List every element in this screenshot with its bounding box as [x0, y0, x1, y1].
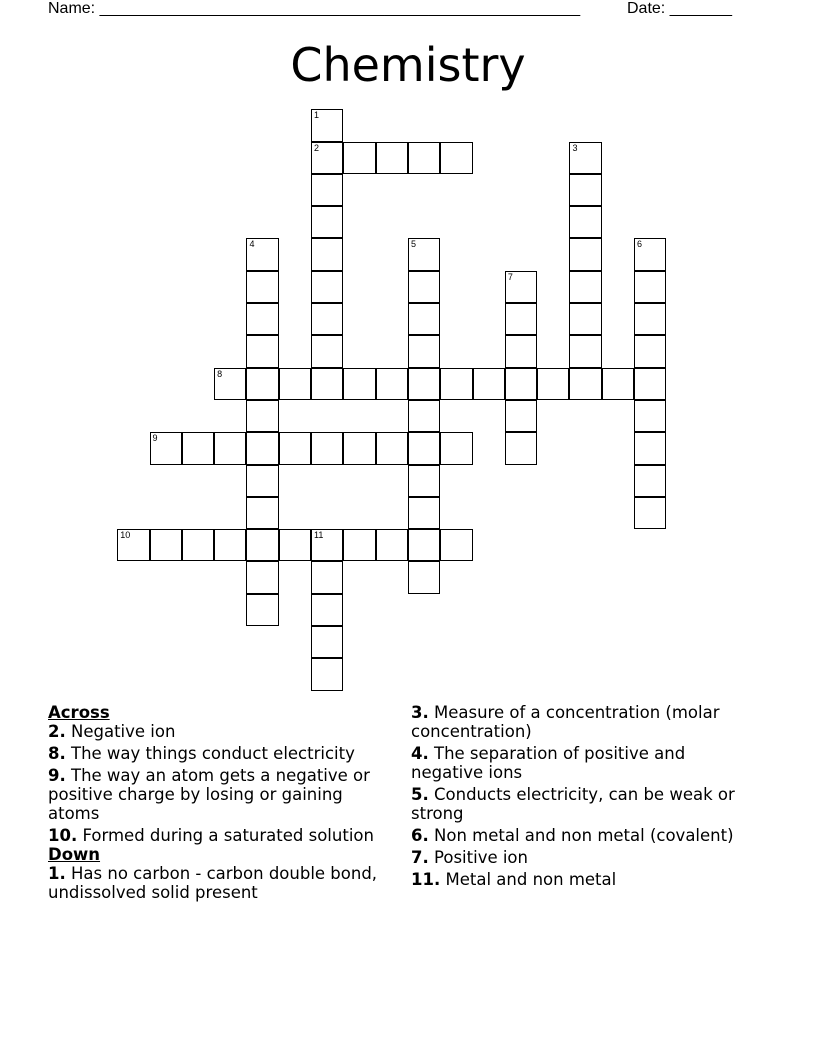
grid-cell[interactable]	[117, 529, 149, 561]
grid-cell[interactable]	[311, 432, 343, 464]
clue-down-6: 6. Non metal and non metal (covalent)	[411, 826, 734, 845]
clues-left	[48, 703, 398, 905]
grid-cell[interactable]	[634, 432, 666, 464]
grid-cell[interactable]	[311, 594, 343, 626]
grid-cell[interactable]	[408, 561, 440, 593]
grid-cell[interactable]	[311, 142, 343, 174]
grid-cell[interactable]	[246, 400, 278, 432]
clue-number: 9	[152, 433, 158, 444]
clue-number: 7	[507, 271, 513, 282]
grid-cell[interactable]	[246, 497, 278, 529]
clue-number: 1	[314, 110, 320, 121]
grid-cell[interactable]	[311, 561, 343, 593]
grid-cell[interactable]	[634, 271, 666, 303]
grid-cell[interactable]	[602, 368, 634, 400]
down-heading: Down	[48, 845, 101, 864]
clue-number: 11	[314, 530, 324, 541]
grid-cell[interactable]	[246, 432, 278, 464]
clue-number: 3	[572, 142, 578, 153]
grid-cell[interactable]	[408, 142, 440, 174]
across-heading: Across	[48, 703, 110, 722]
grid-cell[interactable]	[569, 271, 601, 303]
grid-cell[interactable]	[505, 335, 537, 367]
grid-cell[interactable]	[246, 594, 278, 626]
grid-cell[interactable]	[569, 238, 601, 270]
grid-cell[interactable]	[311, 368, 343, 400]
grid-cell[interactable]	[311, 174, 343, 206]
grid-cell[interactable]	[408, 238, 440, 270]
grid-cell[interactable]	[440, 529, 472, 561]
grid-cell[interactable]	[246, 465, 278, 497]
grid-cell[interactable]	[343, 142, 375, 174]
clue-across-2: 2. Negative ion	[48, 722, 176, 741]
grid-cell[interactable]	[440, 432, 472, 464]
grid-cell[interactable]	[408, 368, 440, 400]
page-title: Chemistry	[290, 38, 526, 92]
grid-cell[interactable]	[311, 271, 343, 303]
grid-cell[interactable]	[408, 303, 440, 335]
grid-cell[interactable]	[440, 368, 472, 400]
grid-cell[interactable]	[311, 238, 343, 270]
grid-cell[interactable]	[569, 174, 601, 206]
clue-across-10: 10. Formed during a saturated solution	[48, 826, 374, 845]
clue-down-11: 11. Metal and non metal	[411, 870, 617, 889]
grid-cell[interactable]	[246, 303, 278, 335]
grid-cell[interactable]	[376, 368, 408, 400]
clue-across-8: 8. The way things conduct electricity	[48, 744, 355, 763]
grid-cell[interactable]	[634, 303, 666, 335]
grid-cell[interactable]	[634, 238, 666, 270]
grid-cell[interactable]	[473, 368, 505, 400]
grid-cell[interactable]	[569, 206, 601, 238]
grid-cell[interactable]	[279, 368, 311, 400]
grid-cell[interactable]	[311, 529, 343, 561]
grid-cell[interactable]	[343, 368, 375, 400]
grid-cell[interactable]	[634, 400, 666, 432]
clue-down-4: 4. The separation of positive and negative ions	[411, 744, 686, 782]
grid-cell[interactable]	[214, 432, 246, 464]
grid-cell[interactable]	[246, 561, 278, 593]
clue-down-5: 5. Conducts electricity, can be weak or strong	[411, 785, 735, 823]
date-field[interactable]: Date: _______	[627, 0, 732, 17]
name-field[interactable]: Name: ______________________________________________________	[48, 0, 581, 17]
grid-cell[interactable]	[440, 142, 472, 174]
grid-cell[interactable]	[408, 497, 440, 529]
grid-cell[interactable]	[408, 432, 440, 464]
clue-down-3: 3. Measure of a concentration (molar concentration)	[411, 703, 720, 741]
grid-cell[interactable]	[376, 529, 408, 561]
grid-cell[interactable]	[537, 368, 569, 400]
grid-cell[interactable]	[150, 529, 182, 561]
grid-cell[interactable]	[634, 465, 666, 497]
grid-cell[interactable]	[634, 497, 666, 529]
clues-right	[411, 703, 761, 892]
grid-cell[interactable]	[569, 142, 601, 174]
grid-cell[interactable]	[246, 335, 278, 367]
grid-cell[interactable]	[569, 368, 601, 400]
grid-cell[interactable]	[376, 432, 408, 464]
clue-across-9: 9. The way an atom gets a negative or positive charge by losing or gaining atoms	[48, 766, 370, 823]
grid-cell[interactable]	[343, 432, 375, 464]
grid-cell[interactable]	[408, 271, 440, 303]
grid-cell[interactable]	[182, 432, 214, 464]
grid-cell[interactable]	[246, 529, 278, 561]
clue-number: 5	[410, 239, 416, 250]
grid-cell[interactable]	[279, 432, 311, 464]
clue-down-7: 7. Positive ion	[411, 848, 528, 867]
clue-number: 4	[249, 239, 255, 250]
grid-cell[interactable]	[408, 400, 440, 432]
grid-cell[interactable]	[279, 529, 311, 561]
grid-cell[interactable]	[505, 432, 537, 464]
clue-number: 10	[120, 530, 131, 541]
grid-cell[interactable]	[569, 335, 601, 367]
grid-cell[interactable]	[311, 206, 343, 238]
grid-cell[interactable]	[214, 529, 246, 561]
grid-cell[interactable]	[408, 465, 440, 497]
clue-number: 8	[217, 368, 223, 379]
clue-number: 6	[637, 239, 643, 250]
clue-down-1: 1. Has no carbon - carbon double bond, undissolved solid present	[48, 864, 378, 902]
grid-cell[interactable]	[246, 238, 278, 270]
grid-cell[interactable]	[311, 626, 343, 658]
grid-cell[interactable]	[505, 368, 537, 400]
grid-cell[interactable]	[376, 142, 408, 174]
grid-cell[interactable]	[569, 303, 601, 335]
grid-cell[interactable]	[505, 303, 537, 335]
grid-cell[interactable]	[246, 271, 278, 303]
grid-cell[interactable]	[182, 529, 214, 561]
grid-cell[interactable]	[343, 529, 375, 561]
grid-cell[interactable]	[311, 658, 343, 690]
grid-cell[interactable]	[408, 335, 440, 367]
grid-cell[interactable]	[311, 335, 343, 367]
grid-cell[interactable]	[634, 368, 666, 400]
grid-cell[interactable]	[214, 368, 246, 400]
grid-cell[interactable]	[311, 303, 343, 335]
grid-cell[interactable]	[311, 109, 343, 141]
grid-cell[interactable]	[408, 529, 440, 561]
grid-cell[interactable]	[505, 271, 537, 303]
grid-cell[interactable]	[246, 368, 278, 400]
grid-cell[interactable]	[505, 400, 537, 432]
grid-cell[interactable]	[634, 335, 666, 367]
grid-cell[interactable]	[150, 432, 182, 464]
clue-number: 2	[314, 142, 320, 153]
